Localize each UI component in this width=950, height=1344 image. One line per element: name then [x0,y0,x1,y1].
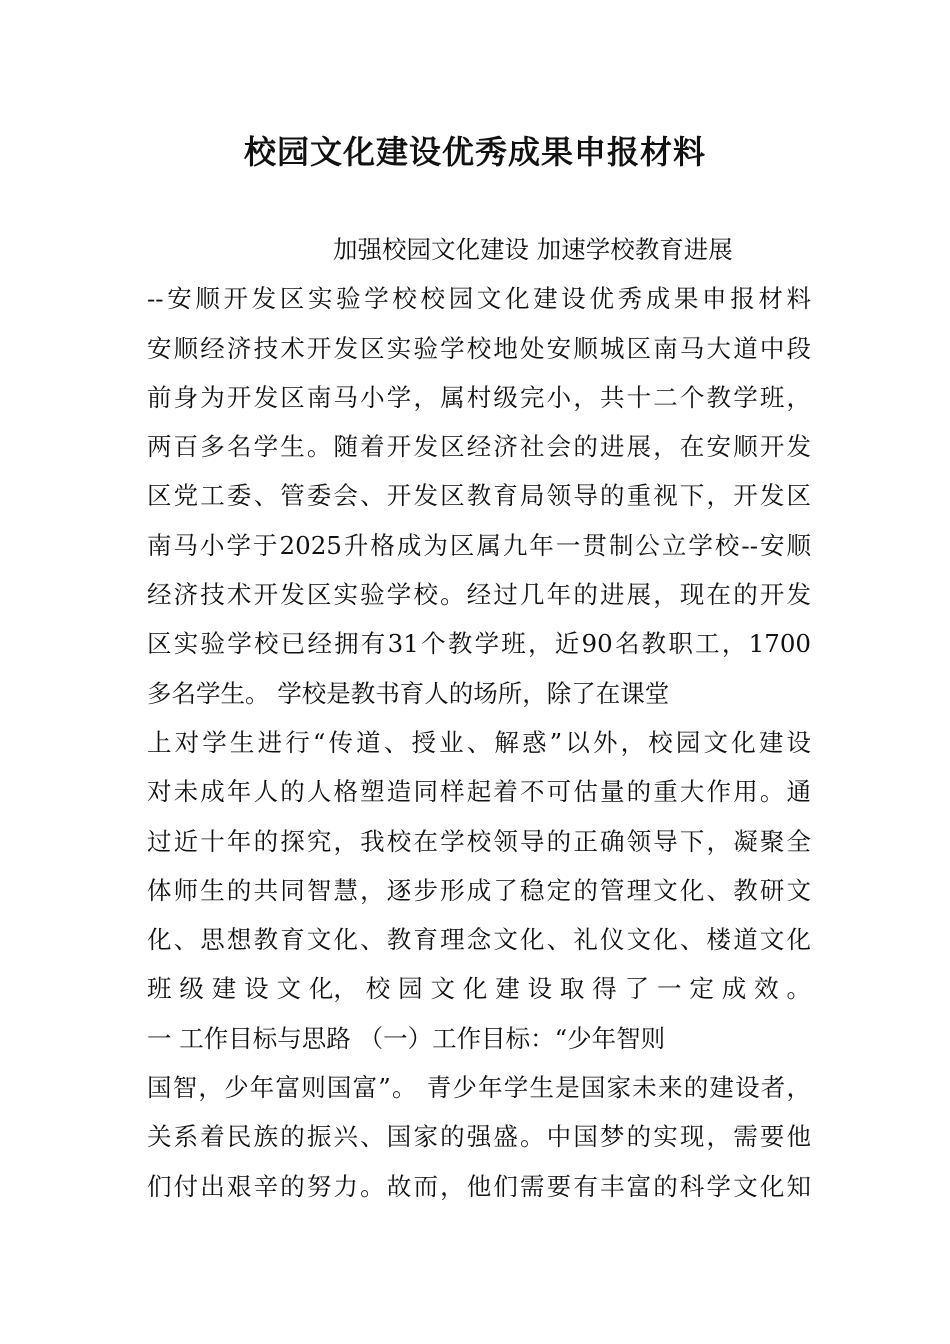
text-line: 安顺经济技术开发区实验学校地处安顺城区南马大道中段 [147,333,811,363]
text-line: 区实验学校已经拥有31个教学班，近90名教职工，1700 [147,629,811,659]
text-line: 多名学生。 学校是教书育人的场所，除了在课堂 [147,678,670,708]
text-line: 过近十年的探究，我校在学校领导的正确领导下，凝聚全 [147,826,811,856]
text-line: 上对学生进行“传道、授业、解惑”以外，校园文化建设 [147,727,811,757]
text-line: 区党工委、管委会、开发区教育局领导的重视下，开发区 [147,481,811,511]
text-line: 们付出艰辛的努力。故而，他们需要有丰富的科学文化知 [147,1171,811,1201]
text-line: 对未成年人的人格塑造同样起着不可估量的重大作用。通 [147,777,811,807]
text-line: 南马小学于2025升格成为区属九年一贯制公立学校--安顺 [147,530,811,560]
text-line: 前身为开发区南马小学，属村级完小，共十二个教学班， [147,382,811,412]
text-line: 班 级 建 设 文 化， 校 园 文 化 建 设 取 得 了 一 定 成 效 。 [147,974,811,1004]
text-line: 加强校园文化建设 加速学校教育进展 [333,235,733,264]
text-line: 一 工作目标与思路 （一）工作目标：“少年智则 [147,1023,666,1053]
document-title: 校园文化建设优秀成果申报材料 [243,133,706,171]
document-body [147,225,811,1211]
text-line: 关系着民族的振兴、国家的强盛。中国梦的实现，需要他 [147,1122,811,1152]
text-line: --安顺开发区实验学校校园文化建设优秀成果申报材料 [147,284,811,314]
text-line: 化、思想教育文化、教育理念文化、礼仪文化、楼道文化 [147,925,811,955]
text-line: 经济技术开发区实验学校。经过几年的进展，现在的开发 [147,580,811,610]
text-line: 体师生的共同智慧，逐步形成了稳定的管理文化、教研文 [147,875,811,905]
text-line: 两百多名学生。随着开发区经济社会的进展，在安顺开发 [147,432,811,462]
text-line: 国智，少年富则国富”。 青少年学生是国家未来的建设者， [147,1073,811,1103]
